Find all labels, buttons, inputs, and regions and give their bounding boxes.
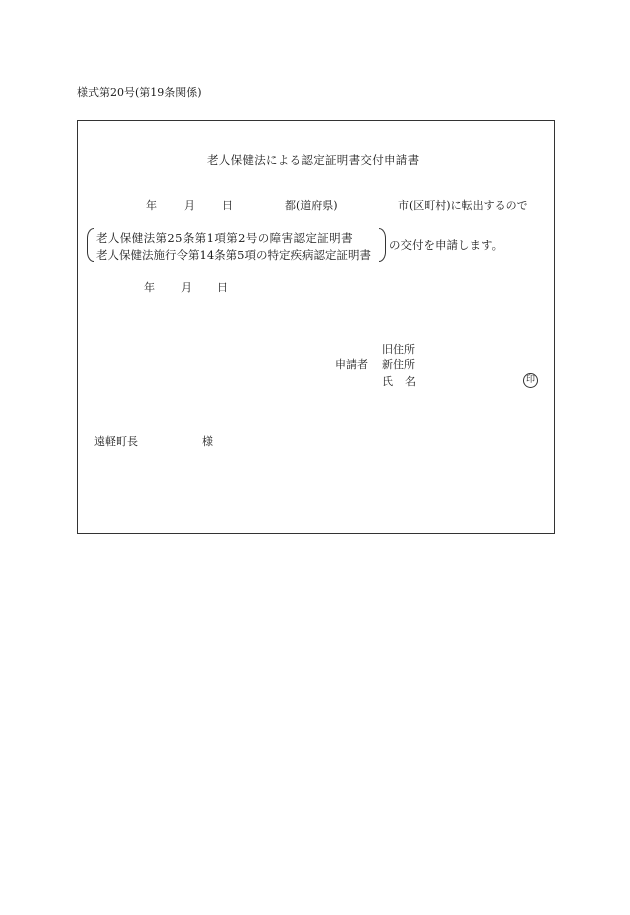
form-frame xyxy=(77,120,555,534)
certificate-option-specific-disease: 老人保健法施行令第14条第5項の特定疾病認定証明書 xyxy=(96,248,371,262)
name-label-part2: 名 xyxy=(405,375,416,388)
addressee-name: 遠軽町長 xyxy=(94,435,138,448)
transfer-month-label: 月 xyxy=(184,199,195,212)
form-title: 老人保健法による認定証明書交付申請書 xyxy=(207,153,420,167)
transfer-year-label: 年 xyxy=(146,199,157,212)
certificate-option-disability: 老人保健法第25条第1項第2号の障害認定証明書 xyxy=(96,231,353,245)
addressee-honorific: 様 xyxy=(202,435,213,448)
application-year-label: 年 xyxy=(144,281,155,294)
left-bracket xyxy=(87,228,94,262)
application-month-label: 月 xyxy=(181,281,192,294)
form-number-label: 様式第20号(第19条関係) xyxy=(77,86,202,99)
apply-statement: の交付を申請します。 xyxy=(389,238,504,252)
name-label-part1: 氏 xyxy=(382,375,393,388)
application-day-label: 日 xyxy=(217,281,228,294)
prefecture-label: 都(道府県) xyxy=(285,199,338,212)
applicant-label: 申請者 xyxy=(335,358,368,371)
right-bracket xyxy=(379,228,386,262)
name-label xyxy=(382,376,416,387)
transfer-day-label: 日 xyxy=(222,199,233,212)
old-address-label: 旧住所 xyxy=(382,343,415,356)
new-address-label: 新住所 xyxy=(382,358,415,371)
seal-mark-icon: 印 xyxy=(523,373,538,388)
city-transfer-label: 市(区町村)に転出するので xyxy=(398,199,528,212)
